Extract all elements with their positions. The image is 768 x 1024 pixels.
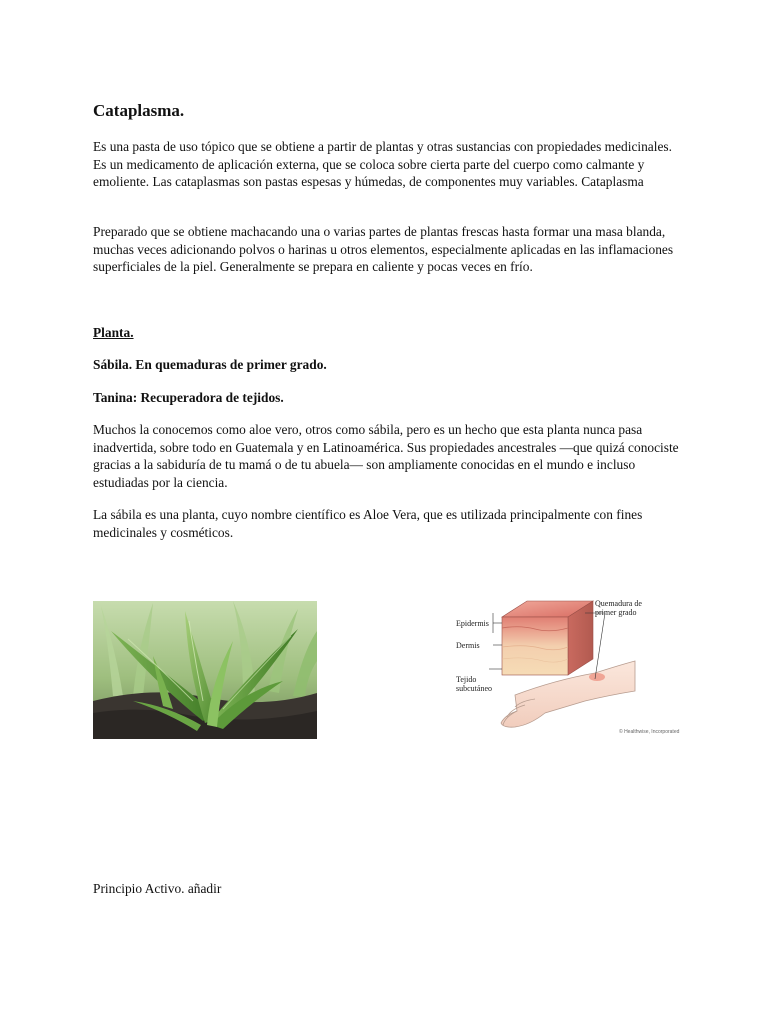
burn-spot — [589, 673, 605, 681]
label-first-degree-burn — [595, 599, 642, 617]
section-heading-plant: Planta. — [93, 325, 134, 340]
aloe-vera-illustration — [93, 601, 317, 739]
label-epidermis: Epidermis — [456, 619, 489, 628]
footer-note: Principio Activo. añadir — [93, 881, 222, 896]
paragraph-aloe-history: Muchos la conocemos como aloe vero, otros como sábila, pero es un hecho que esta planta nunca pasa inadvertida, sobre todo en Guatemala y en Latinoamérica. Sus propiedades ancestrales —que quizá conociste gracias a la sabiduría de tu mamá o de tu abuela— son ampliamente conocidas en el mundo e incluso estudiadas por la ciencia. — [93, 422, 679, 490]
label-subcutaneous — [456, 675, 492, 693]
label-dermis: Dermis — [456, 641, 480, 650]
label-subcutaneous-line1: Tejido — [456, 675, 477, 684]
aloe-vera-image — [93, 601, 317, 739]
first-degree-burn-diagram — [445, 595, 680, 740]
skin-layers-illustration — [445, 595, 680, 740]
page-title: Cataplasma. — [93, 101, 185, 120]
image-credit: © Healthwise, Incorporated — [619, 729, 680, 735]
label-burn-line2: primer grado — [595, 608, 637, 617]
label-burn-line1: Quemadura de — [595, 599, 642, 608]
paragraph-definition: Es una pasta de uso tópico que se obtiene a partir de plantas y otras sustancias con propiedades medicinales. Es un medicamento de aplicación externa, que se coloca sobre cierta parte del cuerpo como calmante y emoliente. Las cataplasmas son pastas espesas y húmedas, de componentes muy variables. Cataplasma — [93, 139, 672, 189]
label-subcutaneous-line2: subcutáneo — [456, 684, 492, 693]
subheading-tanina: Tanina: Recuperadora de tejidos. — [93, 390, 284, 405]
paragraph-aloe-definition: La sábila es una planta, cuyo nombre científico es Aloe Vera, que es utilizada principalmente con fines medicinales y cosméticos. — [93, 507, 643, 540]
paragraph-preparation: Preparado que se obtiene machacando una o varias partes de plantas frescas hasta formar una masa blanda, muchas veces adicionando polvos o harinas u otros elementos, especialmente aplicadas en las inflamaciones superficiales de la piel. Generalmente se prepara en caliente y pocas veces en frío. — [93, 224, 674, 274]
subheading-sabila: Sábila. En quemaduras de primer grado. — [93, 357, 327, 372]
